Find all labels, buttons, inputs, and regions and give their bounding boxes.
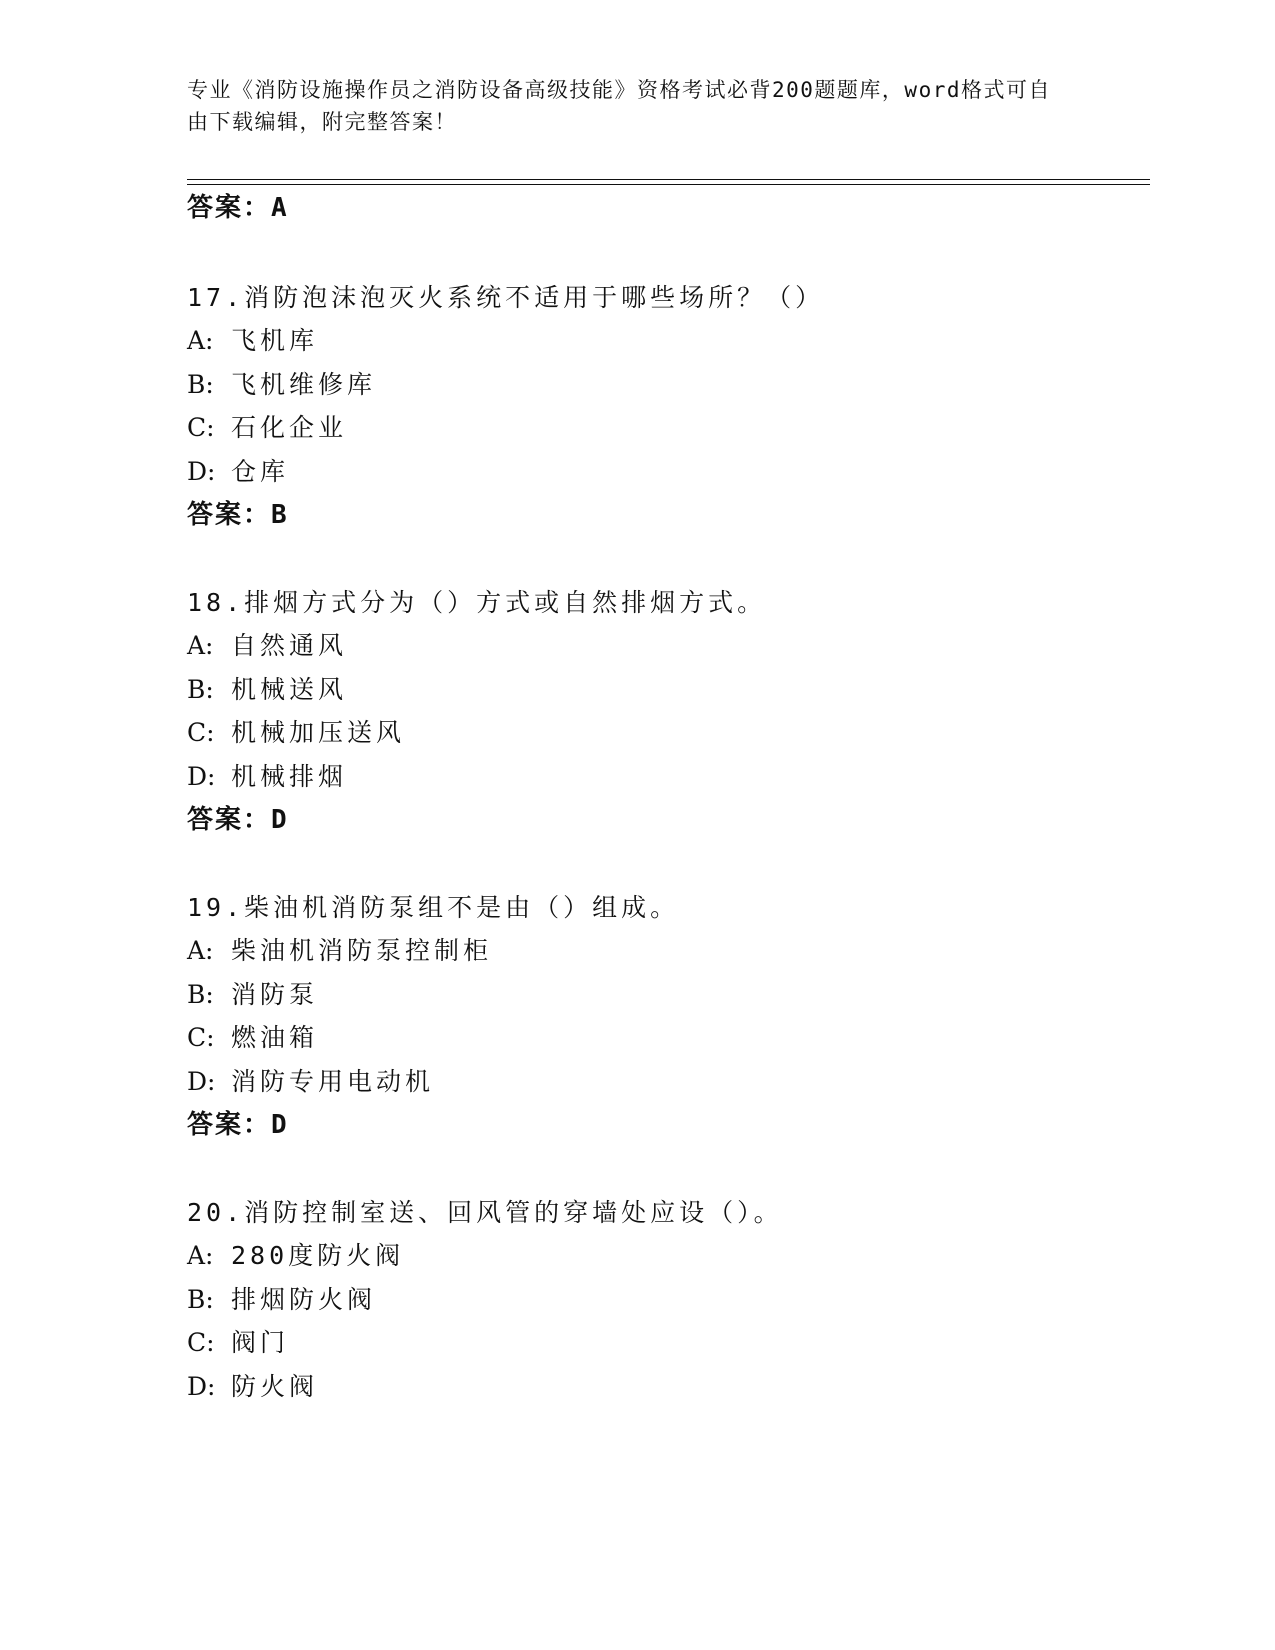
- option-label: D:: [187, 762, 216, 791]
- option-label: D:: [187, 1067, 216, 1096]
- option-text: 机械送风: [231, 675, 348, 704]
- option-text: 消防专用电动机: [231, 1067, 435, 1096]
- question-18-answer: 答案：D: [187, 805, 289, 835]
- question-17-answer: 答案：B: [187, 500, 289, 530]
- question-18-option-c: [187, 718, 405, 748]
- option-text: 机械加压送风: [231, 718, 406, 747]
- option-text: 消防泵: [231, 980, 319, 1009]
- question-20-option-b: [187, 1285, 376, 1315]
- question-20-stem: 20.消防控制室送、回风管的穿墙处应设（）。: [187, 1198, 783, 1227]
- option-label: A:: [187, 936, 214, 965]
- option-text: 飞机维修库: [231, 370, 377, 399]
- option-label: C:: [187, 1023, 215, 1052]
- question-17-option-b: [187, 370, 376, 400]
- option-label: B:: [187, 675, 214, 704]
- question-20-option-a: [187, 1241, 404, 1271]
- question-17-option-a: [187, 326, 318, 356]
- question-17-stem: 17.消防泡沫泡灭火系统不适用于哪些场所？（）: [187, 283, 825, 312]
- option-label: D:: [187, 1372, 216, 1401]
- question-17-option-d: [187, 457, 289, 487]
- question-20-option-c: [187, 1328, 289, 1358]
- question-19-stem: 19.柴油机消防泵组不是由（）组成。: [187, 893, 680, 922]
- question-18-option-b: [187, 675, 347, 705]
- question-19-option-d: [187, 1067, 434, 1097]
- option-label: A:: [187, 1241, 214, 1270]
- question-19-option-c: [187, 1023, 318, 1053]
- option-label: C:: [187, 718, 215, 747]
- answer-16: 答案：A: [187, 193, 289, 223]
- question-17-option-c: [187, 413, 347, 443]
- question-19-answer: 答案：D: [187, 1110, 289, 1140]
- question-19-option-b: [187, 980, 318, 1010]
- option-label: B:: [187, 980, 214, 1009]
- header-rule-top: [187, 179, 1150, 180]
- option-text: 自然通风: [231, 631, 348, 660]
- option-text: 飞机库: [231, 326, 319, 355]
- option-label: D:: [187, 457, 216, 486]
- question-18-stem: 18.排烟方式分为（）方式或自然排烟方式。: [187, 588, 767, 617]
- header-rule-bottom: [187, 184, 1150, 185]
- option-label: A:: [187, 326, 214, 355]
- option-label: C:: [187, 413, 215, 442]
- document-header: 专业《消防设施操作员之消防设备高级技能》资格考试必背200题题库，word格式可自由下载编辑，附完整答案！: [187, 78, 1051, 134]
- option-text: 燃油箱: [231, 1023, 319, 1052]
- option-text: 机械排烟: [231, 762, 348, 791]
- question-19-option-a: [187, 936, 492, 966]
- option-text: 仓库: [231, 457, 290, 486]
- option-text: 280度防火阀: [231, 1241, 405, 1270]
- option-label: B:: [187, 1285, 214, 1314]
- option-text: 阀门: [231, 1328, 290, 1357]
- question-18-option-d: [187, 762, 347, 792]
- question-20-option-d: [187, 1372, 318, 1402]
- option-label: B:: [187, 370, 214, 399]
- option-label: A:: [187, 631, 214, 660]
- option-text: 石化企业: [231, 413, 348, 442]
- question-18-option-a: [187, 631, 347, 661]
- option-label: C:: [187, 1328, 215, 1357]
- option-text: 防火阀: [231, 1372, 319, 1401]
- option-text: 柴油机消防泵控制柜: [231, 936, 493, 965]
- option-text: 排烟防火阀: [231, 1285, 377, 1314]
